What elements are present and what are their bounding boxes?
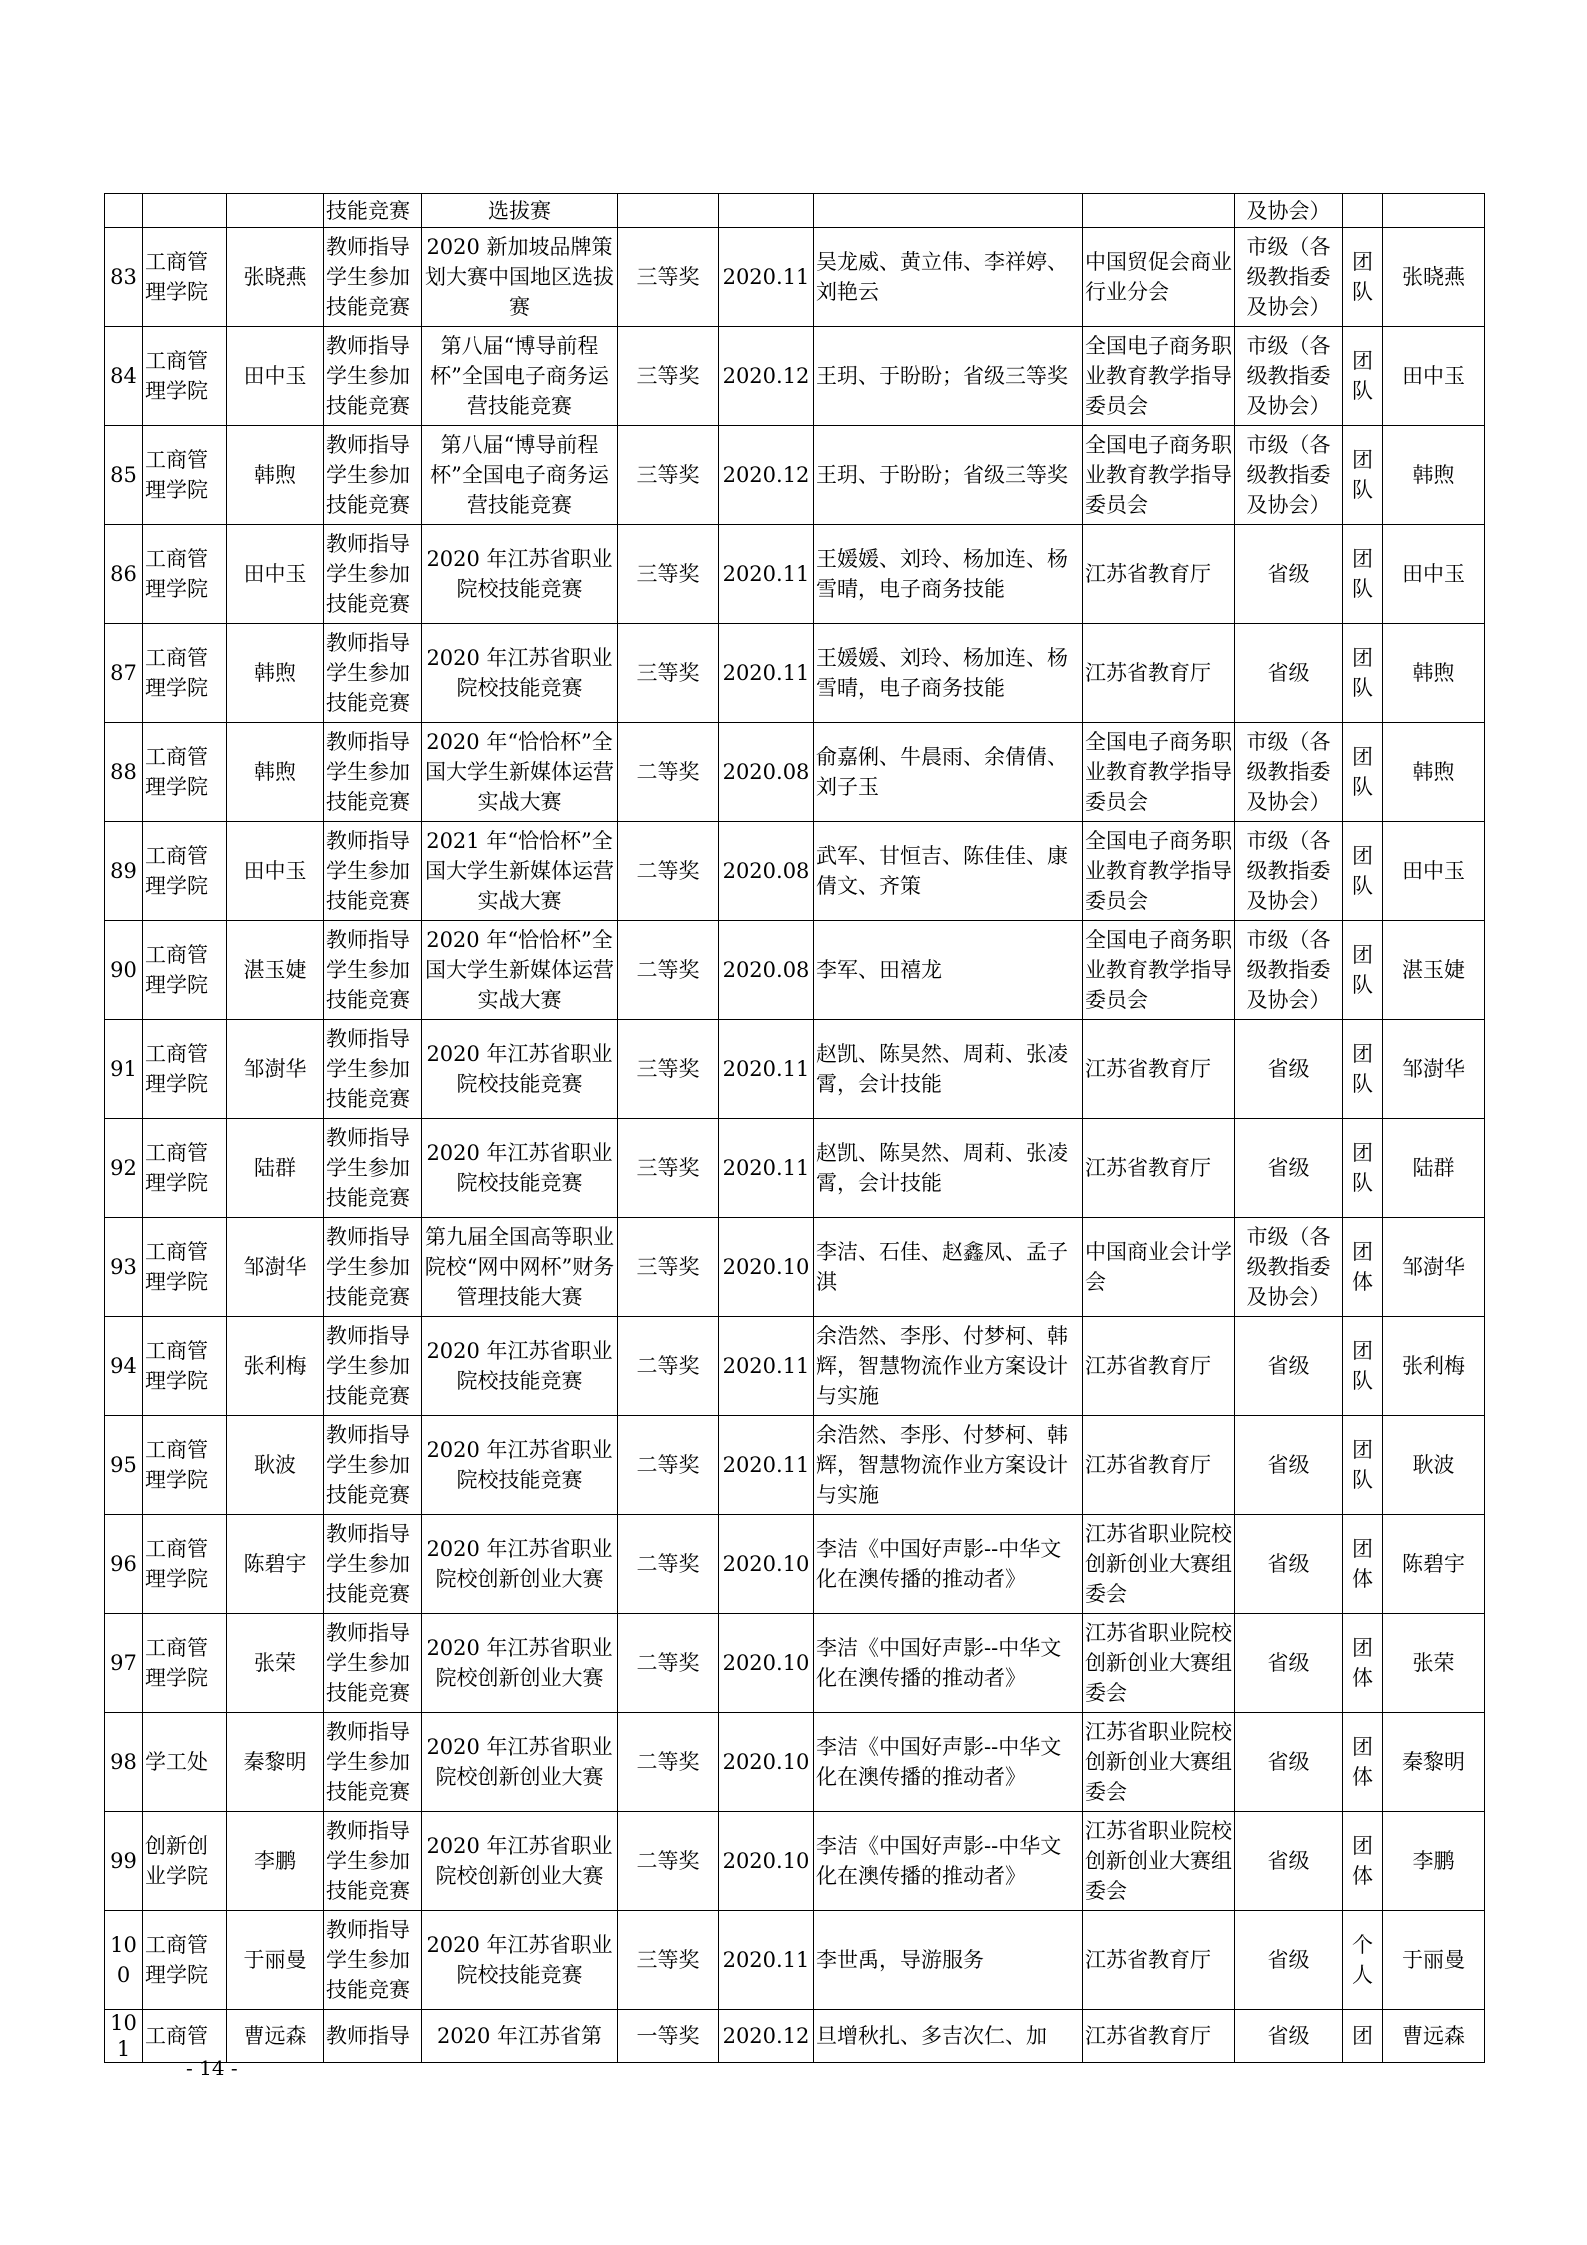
advisor-cell: 田中玉 [1383,822,1485,921]
college-cell: 工商管理学院 [143,1218,227,1317]
organizer-cell: 中国贸促会商业行业分会 [1083,228,1235,327]
project-type-cell: 教师指导学生参加技能竞赛 [324,1515,422,1614]
table-row [105,1416,1485,1515]
row-number: 96 [105,1515,143,1614]
participation-cell: 团队 [1343,624,1383,723]
competition-cell: 第八届“博导前程杯”全国电子商务运营技能竞赛 [422,426,618,525]
members-cell: 李世禹，导游服务 [814,1911,1083,2010]
advisor-cell: 田中玉 [1383,327,1485,426]
advisor-cell: 韩煦 [1383,723,1485,822]
date-cell: 2020.11 [719,228,814,327]
teacher-cell: 邹澍华 [227,1218,324,1317]
organizer-cell: 江苏省职业院校创新创业大赛组委会 [1083,1614,1235,1713]
table-row [105,1812,1485,1911]
advisor-cell [1383,194,1485,228]
competition-cell: 选拔赛 [422,194,618,228]
competition-cell: 第九届全国高等职业院校“网中网杯”财务管理技能大赛 [422,1218,618,1317]
participation-cell: 团体 [1343,1218,1383,1317]
competition-cell: 2020 年“恰恰杯”全国大学生新媒体运营实战大赛 [422,723,618,822]
level-cell: 省级 [1235,1614,1343,1713]
date-cell: 2020.12 [719,426,814,525]
college-cell: 工商管理学院 [143,1911,227,2010]
project-type-cell: 教师指导学生参加技能竞赛 [324,1713,422,1812]
project-type-cell: 教师指导学生参加技能竞赛 [324,1317,422,1416]
award-cell: 二等奖 [618,921,719,1020]
table-row [105,723,1485,822]
competition-cell: 2021 年“恰恰杯”全国大学生新媒体运营实战大赛 [422,822,618,921]
members-cell: 李洁《中国好声影--中华文化在澳传播的推动者》 [814,1515,1083,1614]
row-number: 88 [105,723,143,822]
award-cell: 二等奖 [618,723,719,822]
award-cell: 二等奖 [618,1416,719,1515]
level-cell: 市级（各级教指委及协会） [1235,921,1343,1020]
table-row [105,1317,1485,1416]
advisor-cell: 邹澍华 [1383,1020,1485,1119]
competition-cell: 2020 年江苏省职业院校技能竞赛 [422,1119,618,1218]
teacher-cell: 秦黎明 [227,1713,324,1812]
project-type-cell: 教师指导学生参加技能竞赛 [324,921,422,1020]
advisor-cell: 秦黎明 [1383,1713,1485,1812]
organizer-cell: 江苏省职业院校创新创业大赛组委会 [1083,1713,1235,1812]
row-number: 89 [105,822,143,921]
page-number: - 14 - [186,2056,238,2080]
row-number: 92 [105,1119,143,1218]
members-cell: 旦增秋扎、多吉次仁、加 [814,2010,1083,2063]
participation-cell: 团体 [1343,1614,1383,1713]
competition-cell: 2020 年江苏省职业院校技能竞赛 [422,1020,618,1119]
advisor-cell: 邹澍华 [1383,1218,1485,1317]
members-cell: 李洁《中国好声影--中华文化在澳传播的推动者》 [814,1614,1083,1713]
row-number: 91 [105,1020,143,1119]
row-number: 100 [105,1911,143,2010]
level-cell: 市级（各级教指委及协会） [1235,327,1343,426]
competition-cell: 2020 年江苏省职业院校技能竞赛 [422,525,618,624]
level-cell: 省级 [1235,1812,1343,1911]
members-cell: 王玥、于盼盼；省级三等奖 [814,327,1083,426]
college-cell: 学工处 [143,1713,227,1812]
advisor-cell: 田中玉 [1383,525,1485,624]
date-cell: 2020.11 [719,624,814,723]
competition-cell: 2020 年江苏省职业院校创新创业大赛 [422,1515,618,1614]
participation-cell: 团队 [1343,426,1383,525]
row-number: 90 [105,921,143,1020]
competition-cell: 2020 年江苏省第 [422,2010,618,2063]
teacher-cell: 陆群 [227,1119,324,1218]
teacher-cell: 田中玉 [227,525,324,624]
advisor-cell: 张荣 [1383,1614,1485,1713]
teacher-cell: 于丽曼 [227,1911,324,2010]
award-cell: 三等奖 [618,228,719,327]
date-cell: 2020.11 [719,1416,814,1515]
participation-cell: 团队 [1343,921,1383,1020]
members-cell: 余浩然、李彤、付梦柯、韩辉，智慧物流作业方案设计与实施 [814,1416,1083,1515]
organizer-cell: 江苏省教育厅 [1083,1317,1235,1416]
participation-cell [1343,194,1383,228]
college-cell: 工商管理学院 [143,723,227,822]
row-number: 95 [105,1416,143,1515]
college-cell: 工商管理学院 [143,1515,227,1614]
date-cell: 2020.10 [719,1218,814,1317]
organizer-cell: 江苏省教育厅 [1083,2010,1235,2063]
table-row [105,228,1485,327]
advisor-cell: 耿波 [1383,1416,1485,1515]
table-row [105,1614,1485,1713]
organizer-cell: 中国商业会计学会 [1083,1218,1235,1317]
row-number: 94 [105,1317,143,1416]
members-cell: 余浩然、李彤、付梦柯、韩辉，智慧物流作业方案设计与实施 [814,1317,1083,1416]
award-cell: 三等奖 [618,624,719,723]
participation-cell: 个人 [1343,1911,1383,2010]
teacher-cell: 韩煦 [227,624,324,723]
table-row [105,2010,1485,2063]
members-cell: 李洁、石佳、赵鑫凤、孟子淇 [814,1218,1083,1317]
date-cell: 2020.11 [719,1020,814,1119]
teacher-cell: 张晓燕 [227,228,324,327]
participation-cell: 团队 [1343,1317,1383,1416]
level-cell: 市级（各级教指委及协会） [1235,228,1343,327]
project-type-cell: 教师指导学生参加技能竞赛 [324,822,422,921]
teacher-cell: 邹澍华 [227,1020,324,1119]
members-cell: 俞嘉俐、牛晨雨、余倩倩、刘子玉 [814,723,1083,822]
members-cell: 吴龙威、黄立伟、李祥婷、刘艳云 [814,228,1083,327]
row-number: 83 [105,228,143,327]
award-cell: 二等奖 [618,822,719,921]
college-cell: 工商管理学院 [143,525,227,624]
level-cell: 市级（各级教指委及协会） [1235,822,1343,921]
award-cell: 二等奖 [618,1614,719,1713]
level-cell: 省级 [1235,525,1343,624]
members-cell: 武军、甘恒吉、陈佳佳、康倩文、齐策 [814,822,1083,921]
organizer-cell: 全国电子商务职业教育教学指导委员会 [1083,921,1235,1020]
project-type-cell: 教师指导 [324,2010,422,2063]
level-cell: 省级 [1235,2010,1343,2063]
participation-cell: 团队 [1343,1119,1383,1218]
participation-cell: 团队 [1343,1416,1383,1515]
award-cell: 三等奖 [618,1911,719,2010]
date-cell: 2020.11 [719,1119,814,1218]
organizer-cell: 江苏省教育厅 [1083,1911,1235,2010]
row-number: 101 [105,2010,143,2063]
members-cell: 王玥、于盼盼；省级三等奖 [814,426,1083,525]
college-cell: 工商管理学院 [143,228,227,327]
project-type-cell: 教师指导学生参加技能竞赛 [324,624,422,723]
college-cell: 工商管理学院 [143,1317,227,1416]
project-type-cell: 教师指导学生参加技能竞赛 [324,327,422,426]
row-number: 87 [105,624,143,723]
participation-cell: 团队 [1343,723,1383,822]
date-cell: 2020.11 [719,525,814,624]
date-cell: 2020.10 [719,1713,814,1812]
organizer-cell: 江苏省教育厅 [1083,624,1235,723]
table-row [105,327,1485,426]
organizer-cell: 全国电子商务职业教育教学指导委员会 [1083,426,1235,525]
participation-cell: 团体 [1343,1515,1383,1614]
level-cell: 及协会） [1235,194,1343,228]
teacher-cell: 湛玉婕 [227,921,324,1020]
award-cell: 二等奖 [618,1515,719,1614]
organizer-cell: 江苏省职业院校创新创业大赛组委会 [1083,1515,1235,1614]
award-cell [618,194,719,228]
level-cell: 省级 [1235,1515,1343,1614]
advisor-cell: 张晓燕 [1383,228,1485,327]
date-cell: 2020.08 [719,723,814,822]
participation-cell: 团队 [1343,1020,1383,1119]
advisor-cell: 张利梅 [1383,1317,1485,1416]
participation-cell: 团体 [1343,1812,1383,1911]
table-row [105,822,1485,921]
table-row [105,1218,1485,1317]
date-cell: 2020.10 [719,1515,814,1614]
competition-cell: 2020 年江苏省职业院校技能竞赛 [422,1911,618,2010]
participation-cell: 团队 [1343,228,1383,327]
organizer-cell: 全国电子商务职业教育教学指导委员会 [1083,822,1235,921]
award-cell: 三等奖 [618,327,719,426]
project-type-cell: 教师指导学生参加技能竞赛 [324,1416,422,1515]
competition-cell: 2020 年江苏省职业院校技能竞赛 [422,1317,618,1416]
advisor-cell: 陆群 [1383,1119,1485,1218]
row-number: 97 [105,1614,143,1713]
participation-cell: 团队 [1343,525,1383,624]
row-number: 93 [105,1218,143,1317]
project-type-cell: 教师指导学生参加技能竞赛 [324,1911,422,2010]
organizer-cell: 江苏省教育厅 [1083,1020,1235,1119]
college-cell: 工商管理学院 [143,327,227,426]
row-number: 85 [105,426,143,525]
award-cell: 一等奖 [618,2010,719,2063]
project-type-cell: 教师指导学生参加技能竞赛 [324,525,422,624]
members-cell: 李军、田禧龙 [814,921,1083,1020]
participation-cell: 团队 [1343,822,1383,921]
college-cell: 工商管理学院 [143,1020,227,1119]
project-type-cell: 教师指导学生参加技能竞赛 [324,723,422,822]
competition-cell: 第八届“博导前程杯”全国电子商务运营技能竞赛 [422,327,618,426]
members-cell: 李洁《中国好声影--中华文化在澳传播的推动者》 [814,1812,1083,1911]
table-row [105,194,1485,228]
award-cell: 二等奖 [618,1713,719,1812]
members-cell: 王媛媛、刘玲、杨加连、杨雪晴，电子商务技能 [814,624,1083,723]
table-row [105,624,1485,723]
project-type-cell: 教师指导学生参加技能竞赛 [324,228,422,327]
award-cell: 二等奖 [618,1317,719,1416]
competition-cell: 2020 新加坡品牌策划大赛中国地区选拔赛 [422,228,618,327]
award-cell: 三等奖 [618,1218,719,1317]
award-cell: 三等奖 [618,1119,719,1218]
college-cell: 创新创业学院 [143,1812,227,1911]
awards-table [104,193,1485,2063]
organizer-cell [1083,194,1235,228]
project-type-cell: 教师指导学生参加技能竞赛 [324,426,422,525]
competition-cell: 2020 年江苏省职业院校技能竞赛 [422,1416,618,1515]
level-cell: 省级 [1235,624,1343,723]
competition-cell: 2020 年“恰恰杯”全国大学生新媒体运营实战大赛 [422,921,618,1020]
row-number: 84 [105,327,143,426]
college-cell: 工商管理学院 [143,1119,227,1218]
advisor-cell: 于丽曼 [1383,1911,1485,2010]
organizer-cell: 江苏省教育厅 [1083,1416,1235,1515]
table-row [105,525,1485,624]
teacher-cell: 韩煦 [227,426,324,525]
college-cell: 工商管 [143,2010,227,2063]
level-cell: 省级 [1235,1119,1343,1218]
level-cell: 市级（各级教指委及协会） [1235,723,1343,822]
advisor-cell: 李鹏 [1383,1812,1485,1911]
advisor-cell: 湛玉婕 [1383,921,1485,1020]
project-type-cell: 教师指导学生参加技能竞赛 [324,1119,422,1218]
college-cell: 工商管理学院 [143,1614,227,1713]
teacher-cell: 田中玉 [227,327,324,426]
project-type-cell: 教师指导学生参加技能竞赛 [324,1218,422,1317]
award-cell: 三等奖 [618,426,719,525]
advisor-cell: 陈碧宇 [1383,1515,1485,1614]
participation-cell: 团 [1343,2010,1383,2063]
members-cell [814,194,1083,228]
level-cell: 省级 [1235,1713,1343,1812]
members-cell: 赵凯、陈昊然、周莉、张凌霄，会计技能 [814,1119,1083,1218]
date-cell: 2020.08 [719,822,814,921]
teacher-cell: 耿波 [227,1416,324,1515]
teacher-cell: 曹远森 [227,2010,324,2063]
members-cell: 李洁《中国好声影--中华文化在澳传播的推动者》 [814,1713,1083,1812]
college-cell: 工商管理学院 [143,426,227,525]
table-row [105,1515,1485,1614]
date-cell [719,194,814,228]
participation-cell: 团体 [1343,1713,1383,1812]
table-row [105,1713,1485,1812]
level-cell: 省级 [1235,1911,1343,2010]
date-cell: 2020.08 [719,921,814,1020]
organizer-cell: 江苏省职业院校创新创业大赛组委会 [1083,1812,1235,1911]
award-cell: 二等奖 [618,1812,719,1911]
award-cell: 三等奖 [618,525,719,624]
advisor-cell: 韩煦 [1383,624,1485,723]
table-row [105,1020,1485,1119]
competition-cell: 2020 年江苏省职业院校创新创业大赛 [422,1812,618,1911]
level-cell: 市级（各级教指委及协会） [1235,426,1343,525]
college-cell: 工商管理学院 [143,624,227,723]
advisor-cell: 韩煦 [1383,426,1485,525]
row-number: 98 [105,1713,143,1812]
date-cell: 2020.10 [719,1614,814,1713]
row-number [105,194,143,228]
level-cell: 省级 [1235,1020,1343,1119]
advisor-cell: 曹远森 [1383,2010,1485,2063]
teacher-cell: 韩煦 [227,723,324,822]
members-cell: 赵凯、陈昊然、周莉、张凌霄，会计技能 [814,1020,1083,1119]
level-cell: 省级 [1235,1317,1343,1416]
teacher-cell [227,194,324,228]
members-cell: 王媛媛、刘玲、杨加连、杨雪晴，电子商务技能 [814,525,1083,624]
teacher-cell: 田中玉 [227,822,324,921]
level-cell: 省级 [1235,1416,1343,1515]
organizer-cell: 江苏省教育厅 [1083,525,1235,624]
college-cell: 工商管理学院 [143,921,227,1020]
table-row [105,1911,1485,2010]
date-cell: 2020.10 [719,1812,814,1911]
date-cell: 2020.12 [719,327,814,426]
project-type-cell: 技能竞赛 [324,194,422,228]
competition-cell: 2020 年江苏省职业院校创新创业大赛 [422,1614,618,1713]
date-cell: 2020.11 [719,1911,814,2010]
organizer-cell: 江苏省教育厅 [1083,1119,1235,1218]
project-type-cell: 教师指导学生参加技能竞赛 [324,1812,422,1911]
table-row [105,426,1485,525]
project-type-cell: 教师指导学生参加技能竞赛 [324,1020,422,1119]
teacher-cell: 张荣 [227,1614,324,1713]
teacher-cell: 陈碧宇 [227,1515,324,1614]
table-row [105,1119,1485,1218]
participation-cell: 团队 [1343,327,1383,426]
row-number: 99 [105,1812,143,1911]
level-cell: 市级（各级教指委及协会） [1235,1218,1343,1317]
teacher-cell: 李鹏 [227,1812,324,1911]
college-cell [143,194,227,228]
college-cell: 工商管理学院 [143,1416,227,1515]
competition-cell: 2020 年江苏省职业院校创新创业大赛 [422,1713,618,1812]
project-type-cell: 教师指导学生参加技能竞赛 [324,1614,422,1713]
date-cell: 2020.12 [719,2010,814,2063]
competition-cell: 2020 年江苏省职业院校技能竞赛 [422,624,618,723]
table-row [105,921,1485,1020]
teacher-cell: 张利梅 [227,1317,324,1416]
organizer-cell: 全国电子商务职业教育教学指导委员会 [1083,723,1235,822]
award-cell: 三等奖 [618,1020,719,1119]
row-number: 86 [105,525,143,624]
organizer-cell: 全国电子商务职业教育教学指导委员会 [1083,327,1235,426]
date-cell: 2020.11 [719,1317,814,1416]
college-cell: 工商管理学院 [143,822,227,921]
